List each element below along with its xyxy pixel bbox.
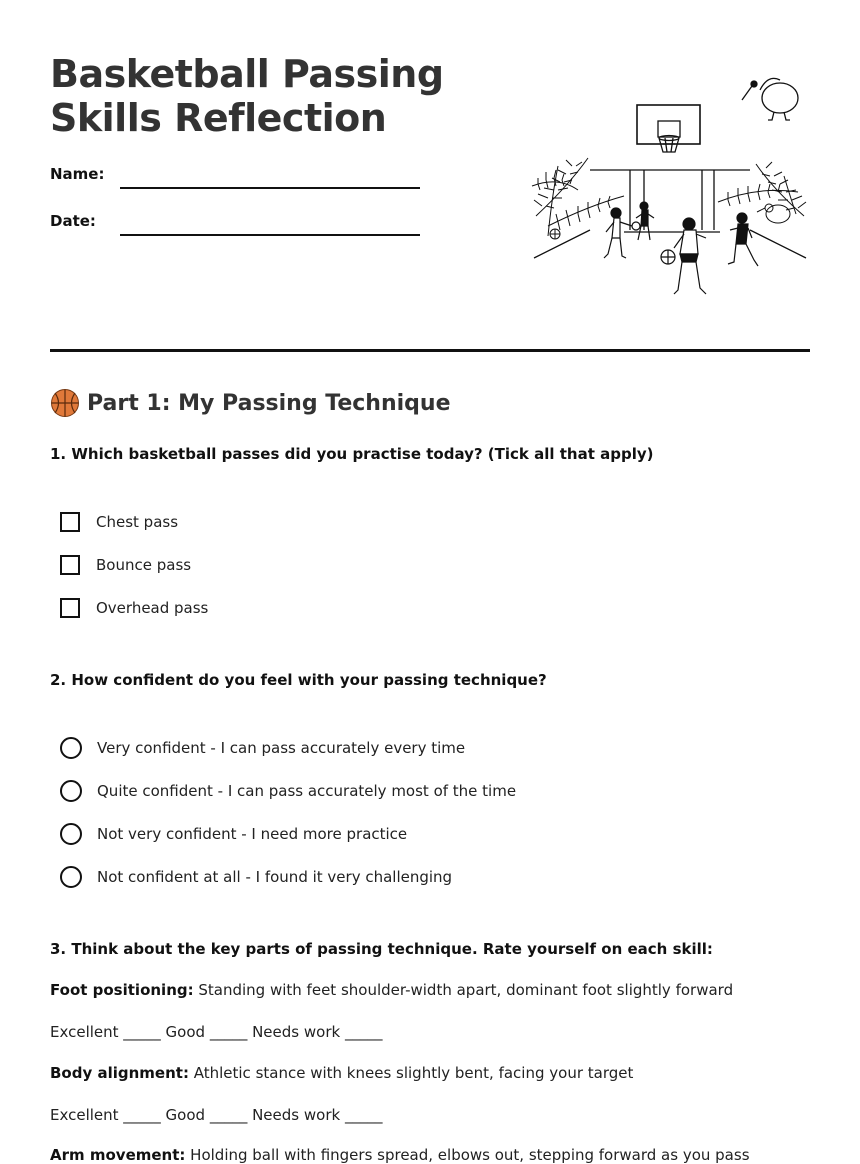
name-label: Name: bbox=[50, 165, 105, 183]
right-fern-icon bbox=[718, 162, 806, 223]
option-not-very-confident[interactable] bbox=[60, 823, 407, 845]
part1-heading bbox=[50, 388, 450, 418]
checkbox[interactable] bbox=[60, 512, 80, 532]
option-quite-confident[interactable] bbox=[60, 780, 516, 802]
option-label: Chest pass bbox=[96, 513, 179, 531]
checkbox[interactable] bbox=[60, 555, 80, 575]
option-label: Very confident - I can pass accurately every time bbox=[97, 739, 466, 757]
skill-foot-positioning bbox=[50, 981, 733, 999]
skill-body-alignment bbox=[50, 1064, 633, 1082]
skill-description: Standing with feet shoulder-width apart, dominant foot slightly forward bbox=[193, 981, 734, 999]
checkbox[interactable] bbox=[60, 598, 80, 618]
question-3: 3. Think about the key parts of passing technique. Rate yourself on each skill: bbox=[50, 940, 713, 958]
option-label: Quite confident - I can pass accurately most of the time bbox=[97, 782, 517, 800]
skill-name: Foot positioning: bbox=[50, 981, 194, 999]
date-label: Date: bbox=[50, 212, 96, 230]
worksheet-title: Basketball Passing Skills Reflection bbox=[50, 52, 444, 140]
radio-button[interactable] bbox=[60, 823, 82, 845]
question-1: 1. Which basketball passes did you practise today? (Tick all that apply) bbox=[50, 445, 654, 463]
question-2: 2. How confident do you feel with your passing technique? bbox=[50, 671, 547, 689]
skill-name: Body alignment: bbox=[50, 1064, 189, 1082]
option-label: Not very confident - I need more practice bbox=[97, 825, 408, 843]
basketball-icon bbox=[50, 388, 80, 418]
option-label: Overhead pass bbox=[96, 599, 209, 617]
rating-line-body-alignment[interactable]: Excellent _____ Good _____ Needs work _____ bbox=[50, 1106, 383, 1124]
players-group bbox=[604, 202, 758, 294]
option-label: Not confident at all - I found it very challenging bbox=[97, 868, 453, 886]
skill-description: Holding ball with fingers spread, elbows out, stepping forward as you pass bbox=[185, 1146, 750, 1164]
radio-button[interactable] bbox=[60, 866, 82, 888]
radio-button[interactable] bbox=[60, 737, 82, 759]
rating-line-foot-positioning[interactable]: Excellent _____ Good _____ Needs work _____ bbox=[50, 1023, 383, 1041]
option-not-confident[interactable] bbox=[60, 866, 452, 888]
name-input-line[interactable] bbox=[120, 187, 420, 189]
option-very-confident[interactable] bbox=[60, 737, 465, 759]
skill-name: Arm movement: bbox=[50, 1146, 186, 1164]
part1-title: Part 1: My Passing Technique bbox=[87, 390, 451, 416]
skill-description: Athletic stance with knees slightly bent, facing your target bbox=[188, 1064, 634, 1082]
radio-button[interactable] bbox=[60, 780, 82, 802]
date-input-line[interactable] bbox=[120, 234, 420, 236]
option-bounce-pass[interactable] bbox=[60, 555, 191, 575]
kiwi-bird-icon bbox=[742, 78, 798, 120]
basketball-court-illustration bbox=[528, 66, 812, 302]
option-overhead-pass[interactable] bbox=[60, 598, 208, 618]
option-label: Bounce pass bbox=[96, 556, 192, 574]
option-chest-pass[interactable] bbox=[60, 512, 178, 532]
header-divider bbox=[50, 349, 810, 352]
skill-arm-movement bbox=[50, 1146, 750, 1164]
